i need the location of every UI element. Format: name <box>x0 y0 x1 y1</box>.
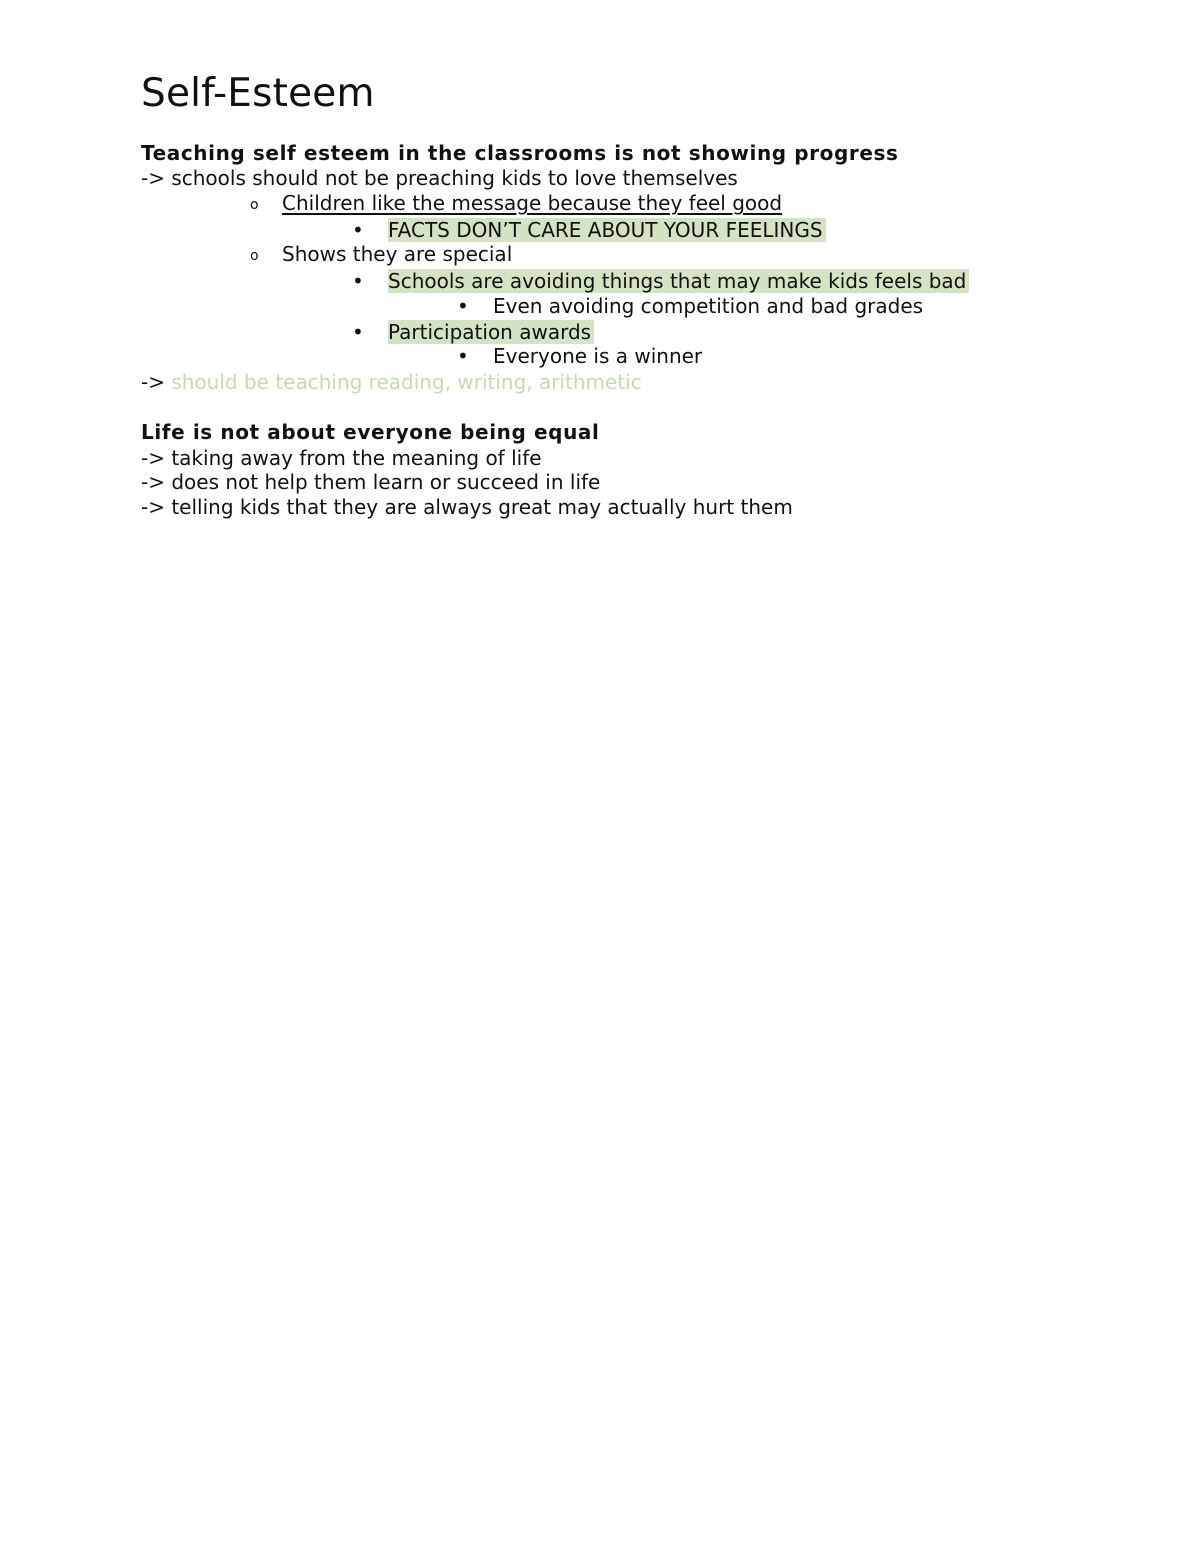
circle-bullet-icon: o <box>250 248 259 264</box>
point-taking-away: -> taking away from the meaning of life <box>141 446 542 470</box>
dot-bullet-icon: • <box>457 344 469 368</box>
point-should-be-teaching <box>141 370 642 395</box>
point-text: schools should not be preaching kids to love themselves <box>171 166 738 190</box>
point-does-not-help: -> does not help them learn or succeed in life <box>141 470 601 494</box>
point-telling-kids: -> telling kids that they are always great may actually hurt them <box>141 495 793 519</box>
arrow-marker: -> <box>141 166 165 190</box>
arrow-marker: -> <box>141 370 165 394</box>
sub-sub-sub-point-winner: Everyone is a winner <box>493 344 703 368</box>
sub-sub-point-participation <box>388 320 594 345</box>
sub-sub-point-avoiding <box>388 269 969 294</box>
highlighted-text: Participation awards <box>388 320 594 344</box>
highlighted-text: Schools are avoiding things that may make kids feels bad <box>388 269 969 293</box>
sub-point-children-like: Children like the message because they feel good <box>282 191 783 215</box>
faded-point-text: should be teaching reading, writing, arithmetic <box>171 370 642 394</box>
dot-bullet-icon: • <box>352 320 364 344</box>
point-schools-should-not <box>141 166 738 191</box>
section-heading-teaching: Teaching self esteem in the classrooms is not showing progress <box>141 141 899 165</box>
page-title: Self-Esteem <box>141 71 375 116</box>
sub-sub-sub-point-competition: Even avoiding competition and bad grades <box>493 294 924 318</box>
sub-point-shows-special: Shows they are special <box>282 242 513 266</box>
highlighted-text: FACTS DON’T CARE ABOUT YOUR FEELINGS <box>388 218 826 242</box>
dot-bullet-icon: • <box>352 269 364 293</box>
circle-bullet-icon: o <box>250 197 259 213</box>
section-heading-life: Life is not about everyone being equal <box>141 420 600 444</box>
dot-bullet-icon: • <box>352 218 364 242</box>
sub-sub-point-facts <box>388 218 826 243</box>
dot-bullet-icon: • <box>457 294 469 318</box>
